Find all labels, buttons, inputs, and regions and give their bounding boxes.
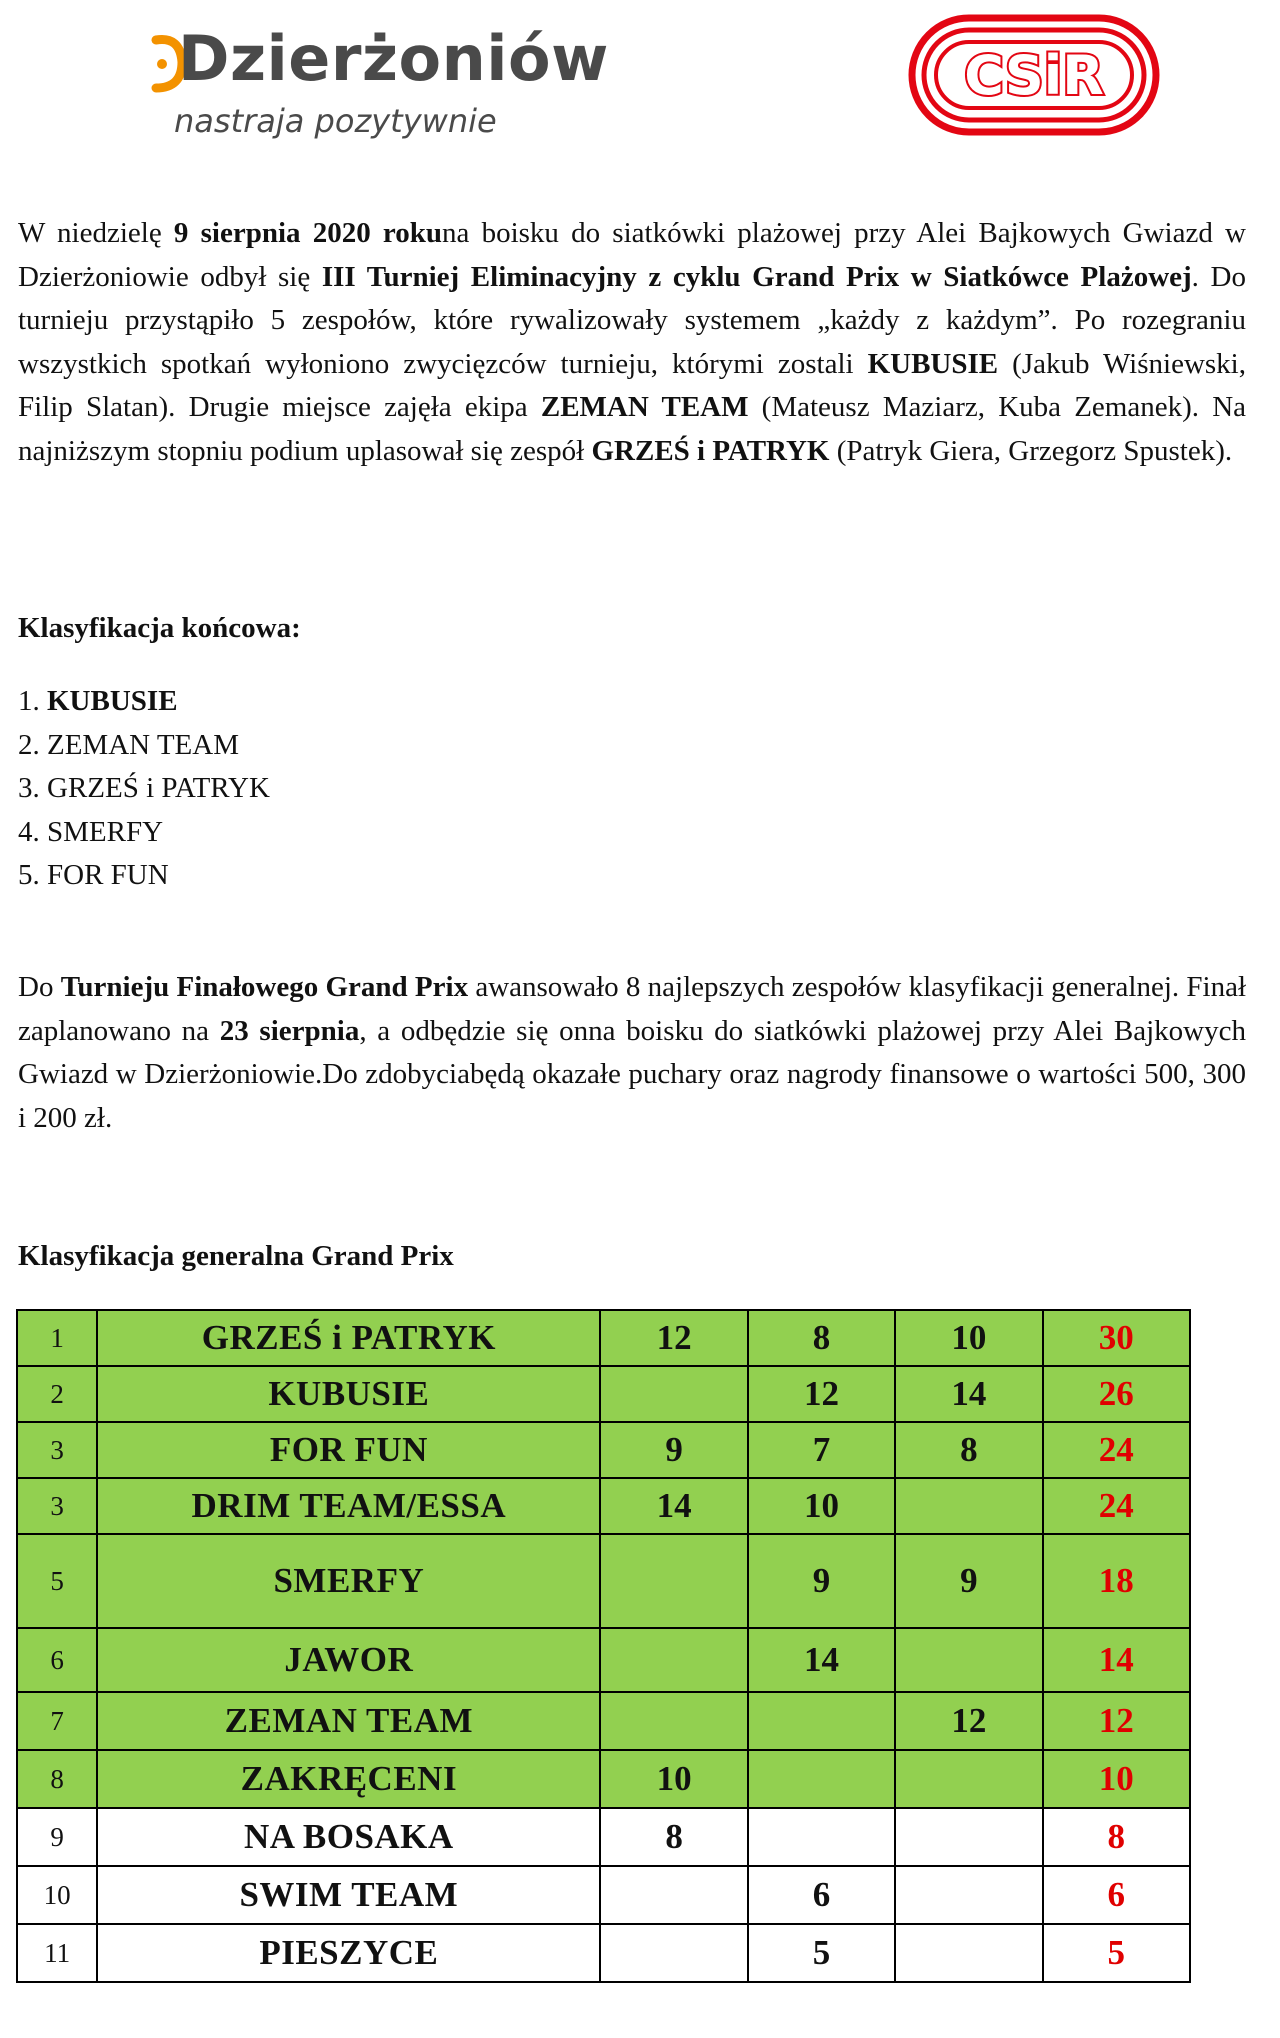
bold-text: GRZEŚ i PATRYK [591,434,830,467]
score-cell-2: 14 [748,1628,895,1692]
score-cell-3 [895,1924,1042,1982]
text-run: awansowało 8 najlepszych zespołów klasyfikacji generalnej. Finał zaplanowano na [18,971,1246,1047]
text-run: (Patryk Giera, Grzegorz Spustek). [829,434,1233,467]
total-cell: 24 [1043,1478,1190,1534]
final-list-team: SMERFY [47,815,164,848]
score-cell-1: 12 [600,1310,747,1366]
logo-tagline: nastraja pozytywnie [174,102,497,140]
general-classification-table [16,1309,1191,1983]
total-cell: 5 [1043,1924,1190,1982]
rank-cell: 11 [17,1924,97,1982]
score-cell-2: 5 [748,1924,895,1982]
score-cell-3: 14 [895,1366,1042,1422]
score-cell-2 [748,1750,895,1808]
final-list-item [18,767,270,811]
standings-row [17,1750,1190,1808]
score-cell-3 [895,1866,1042,1924]
standings-row [17,1692,1190,1750]
rank-cell: 3 [17,1478,97,1534]
team-cell: SWIM TEAM [97,1866,600,1924]
team-cell: DRIM TEAM/ESSA [97,1478,600,1534]
bold-text: 23 sierpnia [219,1014,360,1047]
general-classification-heading: Klasyfikacja generalna Grand Prix [18,1240,454,1272]
score-cell-1 [600,1692,747,1750]
team-cell: FOR FUN [97,1422,600,1478]
score-cell-2: 8 [748,1310,895,1366]
team-cell: PIESZYCE [97,1924,600,1982]
bold-text: 9 sierpnia 2020 roku [173,217,442,249]
rank-cell: 2 [17,1366,97,1422]
csir-logo [908,14,1160,136]
standings-row [17,1310,1190,1366]
standings-row [17,1808,1190,1866]
svg-text:CSiR: CSiR [964,44,1104,107]
text-run: Do [18,971,61,1003]
total-cell: 26 [1043,1366,1190,1422]
standings-row [17,1628,1190,1692]
bold-text: KUBUSIE [867,347,999,380]
final-list-position: 2. [18,728,47,761]
score-cell-2: 10 [748,1478,895,1534]
score-cell-1: 8 [600,1808,747,1866]
final-tournament-paragraph [18,966,1246,1140]
score-cell-3 [895,1478,1042,1534]
team-cell: KUBUSIE [97,1366,600,1422]
total-cell: 18 [1043,1534,1190,1628]
team-cell: SMERFY [97,1534,600,1628]
text-run: (Jakub Wiśniewski, Filip Slatan). Drugie miejsce zajęła ekipa [18,347,1246,423]
score-cell-1 [600,1534,747,1628]
final-list-position: 4. [18,815,47,848]
team-cell: ZEMAN TEAM [97,1692,600,1750]
text-run: (Mateusz Maziarz, Kuba Zemanek). Na najniższym stopniu podium uplasował się zespół [18,391,1247,467]
final-list-team: KUBUSIE [47,685,178,717]
text-run: W niedzielę [18,217,174,249]
team-cell: ZAKRĘCENI [97,1750,600,1808]
standings-row [17,1924,1190,1982]
rank-cell: 7 [17,1692,97,1750]
total-cell: 8 [1043,1808,1190,1866]
rank-cell: 1 [17,1310,97,1366]
final-list-item [18,811,270,855]
score-cell-2: 12 [748,1366,895,1422]
total-cell: 12 [1043,1692,1190,1750]
score-cell-3: 8 [895,1422,1042,1478]
final-list-position: 3. [18,772,47,804]
final-classification-list [18,680,270,898]
standings-row [17,1866,1190,1924]
dzierzoniow-logo [150,22,610,152]
standings-row [17,1478,1190,1534]
bold-text: Turnieju Finałowego Grand Prix [60,971,469,1003]
score-cell-1 [600,1924,747,1982]
score-cell-3: 9 [895,1534,1042,1628]
score-cell-3 [895,1750,1042,1808]
rank-cell: 6 [17,1628,97,1692]
text-run: . Do turnieju przystąpiło 5 zespołów, które rywalizowały systemem „każdy z każdym”. Po rozegraniu wszystkich spotkań wyłoniono zwycięzców turnieju, którymi zostali [18,260,1246,380]
score-cell-2: 7 [748,1422,895,1478]
standings-row [17,1422,1190,1478]
rank-cell: 8 [17,1750,97,1808]
text-run: na boisku do siatkówki plażowej przy Alei Bajkowych Gwiazd w Dzierżoniowie odbył się [18,217,1246,293]
score-cell-3: 10 [895,1310,1042,1366]
team-cell: GRZEŚ i PATRYK [97,1310,600,1366]
final-list-team: GRZEŚ i PATRYK [47,772,270,804]
final-list-item [18,680,270,724]
team-cell: JAWOR [97,1628,600,1692]
rank-cell: 5 [17,1534,97,1628]
total-cell: 30 [1043,1310,1190,1366]
final-list-position: 1. [18,685,47,717]
final-list-item [18,724,270,768]
score-cell-3 [895,1808,1042,1866]
final-list-position: 5. [18,859,47,891]
score-cell-1: 10 [600,1750,747,1808]
rank-cell: 10 [17,1866,97,1924]
intro-paragraph [18,212,1246,473]
text-run: , a odbędzie się onna boisku do siatkówki plażowej przy Alei Bajkowych Gwiazd w Dzierżoniowie.Do zdobyciabędą okazałe puchary oraz nagrody finansowe o wartości 500, 300 i 200 zł. [18,1014,1246,1134]
score-cell-1 [600,1866,747,1924]
final-list-team: ZEMAN TEAM [47,728,239,761]
total-cell: 10 [1043,1750,1190,1808]
bold-text: ZEMAN TEAM [540,391,749,423]
total-cell: 14 [1043,1628,1190,1692]
standings-row [17,1366,1190,1422]
rank-cell: 9 [17,1808,97,1866]
score-cell-1: 9 [600,1422,747,1478]
final-list-item [18,854,270,898]
score-cell-2 [748,1808,895,1866]
score-cell-1 [600,1628,747,1692]
final-classification-heading: Klasyfikacja końcowa: [18,612,301,644]
score-cell-2: 6 [748,1866,895,1924]
score-cell-2: 9 [748,1534,895,1628]
score-cell-3 [895,1628,1042,1692]
score-cell-1 [600,1366,747,1422]
total-cell: 24 [1043,1422,1190,1478]
bold-text: III Turniej Eliminacyjny z cyklu Grand Prix w Siatkówce Plażowej [321,260,1192,293]
rank-cell: 3 [17,1422,97,1478]
score-cell-2 [748,1692,895,1750]
total-cell: 6 [1043,1866,1190,1924]
score-cell-3: 12 [895,1692,1042,1750]
score-cell-1: 14 [600,1478,747,1534]
team-cell: NA BOSAKA [97,1808,600,1866]
standings-row [17,1534,1190,1628]
logo-brand-text: Dzierżoniów [178,22,609,95]
csir-logo-graphic [908,14,1160,136]
final-list-team: FOR FUN [47,859,169,891]
